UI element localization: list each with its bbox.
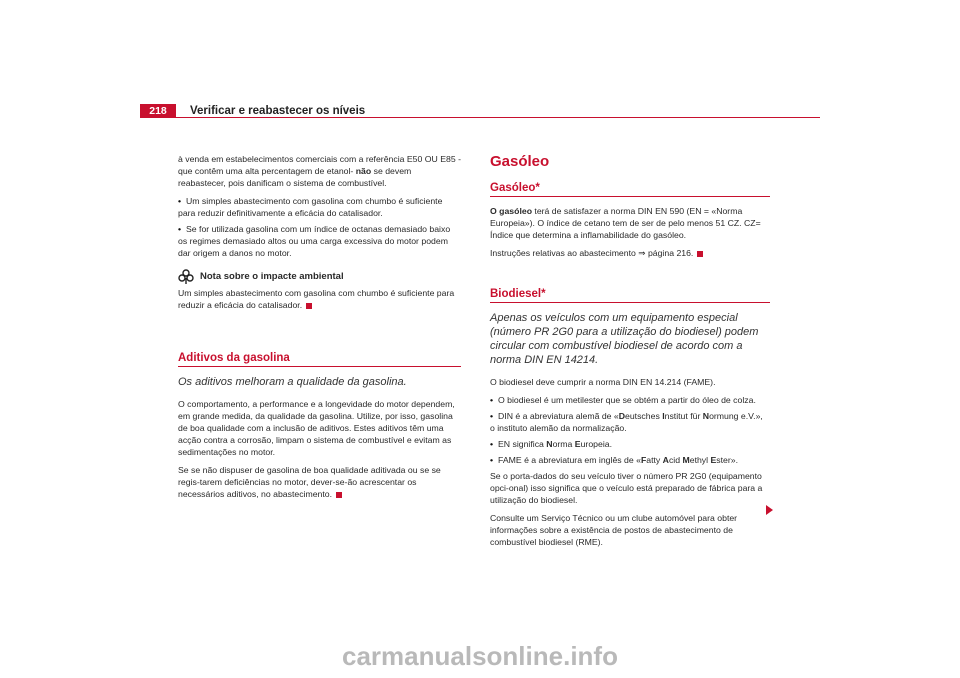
leaf-icon	[178, 269, 194, 285]
page-title: Verificar e reabastecer os níveis	[190, 105, 366, 117]
bullet-icon: •	[490, 411, 494, 421]
list-item: • EN significa Norma Europeia.	[490, 439, 612, 449]
biodiesel-paragraph-1: O biodiesel deve cumprir a norma DIN EN 14.214 (FAME).	[490, 377, 716, 387]
diesel-paragraph: O gasóleo terá de satisfazer a norma DIN EN 590 (EN = «Norma Europeia»). O índice de cetano tem de ser de pelo menos 51 CZ. CZ= Índice que determina a inflamabilidade do gasóleo.	[490, 206, 761, 240]
list-item: • FAME é a abreviatura em inglês de «Fatty Acid Methyl Ester».	[490, 455, 739, 465]
additives-heading: Aditivos da gasolina	[178, 351, 461, 367]
environment-note-text: Um simples abastecimento com gasolina com chumbo é suficiente para reduzir a eficácia do catalisador.	[178, 288, 455, 310]
refuel-reference: Instruções relativas ao abastecimento ⇒ página 216.	[490, 247, 770, 259]
bullet-icon: •	[490, 395, 494, 405]
additives-paragraph-2: Se se não dispuser de gasolina de boa qualidade aditivada ou se se regis-tarem deficiências no motor, dever-se-ão acrescentar os necessários aditivos, no abastecimento.	[178, 465, 441, 499]
list-item: • Um simples abastecimento com gasolina com chumbo é suficiente para reduzir definitivamente a eficácia do catalisador.	[178, 196, 443, 218]
bullet-icon: •	[490, 455, 494, 465]
bullet-icon: •	[178, 196, 182, 206]
biodiesel-paragraph-3: Consulte um Serviço Técnico ou um clube automóvel para obter informações sobre a existência de postos de abastecimento de combustível biodiesel (RME).	[490, 513, 738, 547]
diesel-main-heading: Gasóleo	[490, 153, 550, 170]
page-header	[140, 104, 820, 118]
continue-arrow-icon	[766, 505, 773, 515]
bullet-icon: •	[490, 439, 494, 449]
section-end-icon	[336, 492, 342, 498]
additives-intro: Os aditivos melhoram a qualidade da gasolina.	[178, 376, 407, 388]
additives-paragraph-1: O comportamento, a performance e a longevidade do motor dependem, em grande medida, da qualidade da gasolina. Utilize, por isso, gasolina de boa qualidade com a inclusão de aditivos. Estes aditivos têm uma acção contra a corrosão, limpam o sistema de combustível e evitam as sedimentações no motor.	[178, 399, 455, 457]
intro-paragraph: à venda em estabelecimentos comerciais com a referência E50 OU E85 - que contêm uma alta percentagem de etanol- não se devem reabastecer, pois danificam o sistema de combustível.	[178, 154, 461, 188]
header-rule	[176, 117, 820, 118]
biodiesel-heading: Biodiesel*	[490, 287, 770, 303]
biodiesel-intro: Apenas os veículos com um equipamento especial (número PR 2G0 para a utilização do biodiesel) podem circular com combustível biodiesel de acordo com a norma DIN EN 14214.	[490, 312, 759, 366]
list-item: • O biodiesel é um metilester que se obtém a partir do óleo de colza.	[490, 395, 756, 405]
biodiesel-paragraph-2: Se o porta-dados do seu veículo tiver o número PR 2G0 (equipamento opci-onal) isso significa que o veículo está preparado de fábrica para a utilização do biodiesel.	[490, 471, 763, 505]
left-column	[178, 153, 461, 506]
list-item: • DIN é a abreviatura alemã de «Deutsches Institut für Normung e.V.», o instituto alemão da normalização.	[490, 411, 763, 433]
section-end-icon	[697, 251, 703, 257]
section-end-icon	[306, 303, 312, 309]
environment-note-heading: Nota sobre o impacte ambiental	[178, 269, 461, 285]
right-column	[490, 153, 770, 554]
watermark: carmanualsonline.info	[342, 641, 618, 671]
diesel-heading: Gasóleo*	[490, 181, 770, 197]
bullet-icon: •	[178, 224, 182, 234]
page-number: 218	[140, 104, 176, 118]
list-item: • Se for utilizada gasolina com um índice de octanas demasiado baixo os regimes demasiado altos ou uma carga excessiva do motor podem dar origem a danos no motor.	[178, 224, 451, 258]
